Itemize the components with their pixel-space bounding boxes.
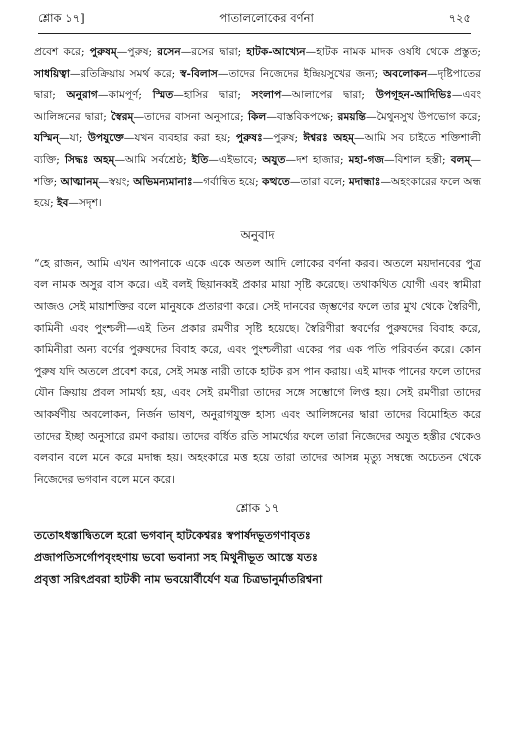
page-body bbox=[34, 42, 481, 590]
header-chapter-title: পাতাললোকের বর্ণনা bbox=[219, 10, 314, 25]
synonym-term: ইতি bbox=[191, 153, 209, 166]
synonym-gloss: —হাসির দ্বারা; bbox=[173, 89, 252, 102]
synonym-term: কিল bbox=[247, 110, 267, 123]
synonym-lead: প্রবেশ করে; bbox=[34, 46, 90, 58]
synonym-term: কত্থতে bbox=[262, 175, 290, 188]
synonym-gloss: —যা; bbox=[59, 132, 88, 145]
verse-line: প্রজাপতিসর্গোপবৃংহণায় ভবো ভবান্যা সহ মিথুনীভূত আস্তে যতঃ bbox=[34, 550, 318, 565]
synonym-term: পুরুষঃ bbox=[235, 132, 263, 145]
synonym-term: স্বৈরম্ bbox=[111, 110, 134, 123]
synonym-gloss: —বিশাল হস্তী; bbox=[384, 153, 451, 166]
synonym-gloss: —মৈথুনসুখ উপভোগ করে; bbox=[365, 110, 481, 123]
verse-line: ততোঽধস্তাদ্বিতলে হরো ভগবান্ হাটকেশ্বরঃ স্বপার্ষদভূতগণাবৃতঃ bbox=[34, 528, 311, 543]
synonym-term: হাটক-আখ্যেন bbox=[246, 46, 306, 58]
synonym-term: সাধয়িত্বা bbox=[34, 67, 70, 80]
synonym-term: যস্মিন্ bbox=[34, 132, 60, 145]
synonym-gloss: —দশ হাজার; bbox=[285, 153, 349, 166]
synonym-gloss: —সদৃশ। bbox=[68, 197, 102, 210]
word-synonyms bbox=[34, 42, 481, 215]
synonym-term: মহা-গজ bbox=[348, 153, 384, 166]
synonym-gloss: —আমি সব চাইতে শক্তিশালী ব্যক্তি; bbox=[34, 132, 481, 166]
synonym-gloss: —আলাপের দ্বারা; bbox=[281, 89, 376, 102]
header-rule bbox=[38, 33, 471, 34]
synonym-term: সিদ্ধঃ অহম্ bbox=[64, 153, 115, 166]
synonym-term: মদান্ধাঃ bbox=[348, 175, 381, 188]
synonym-gloss: —হাটক নামক মাদক ওষধি থেকে প্রস্তুত; bbox=[305, 46, 481, 58]
synonym-gloss: —তাদের বাসনা অনুসারে; bbox=[133, 110, 248, 123]
synonym-gloss: —এবং আলিঙ্গনের দ্বারা; bbox=[34, 89, 481, 123]
synonym-term: অনুরাগ bbox=[66, 89, 98, 102]
synonym-term: বলম্ bbox=[450, 153, 471, 166]
synonym-gloss: —যখন ব্যবহার করা হয়; bbox=[123, 132, 236, 145]
synonym-gloss: —শক্তি; bbox=[34, 153, 481, 188]
synonym-gloss: —স্বয়ং; bbox=[98, 175, 134, 188]
verse-heading: শ্লোক ১৭ bbox=[235, 501, 280, 516]
synonym-term: রময়ন্তি bbox=[337, 110, 366, 123]
synonym-term: পুরুষম্ bbox=[89, 46, 117, 58]
synonym-term: ঈশ্বরঃ অহম্ bbox=[303, 132, 354, 145]
running-header bbox=[38, 10, 471, 28]
synonym-term: ইব bbox=[57, 197, 69, 210]
synonym-term: স্ব-বিলাস bbox=[180, 67, 218, 80]
synonym-gloss: —কামপূর্ণ; bbox=[97, 89, 153, 102]
synonym-gloss: —এইভাবে; bbox=[208, 153, 263, 166]
synonym-gloss: —বাস্তবিকপক্ষে; bbox=[266, 110, 338, 123]
header-page-number: ৭২৫ bbox=[448, 10, 471, 25]
synonym-term: অভিমন্যমানাঃ bbox=[133, 175, 193, 188]
synonym-gloss: —গর্বান্বিত হয়ে; bbox=[192, 175, 263, 188]
translation-heading: অনুবাদ bbox=[240, 227, 275, 242]
synonym-gloss: —অহংকারের ফলে অন্ধ হয়ে; bbox=[34, 175, 481, 210]
synonym-term: অবলোকন bbox=[383, 67, 428, 80]
synonym-gloss: —পুরুষ; bbox=[116, 46, 158, 58]
synonym-gloss: —রসের দ্বারা; bbox=[180, 46, 247, 58]
header-verse-ref: শ্লোক ১৭] bbox=[38, 10, 85, 25]
synonym-gloss: —আমি সর্বশ্রেষ্ঠ; bbox=[114, 153, 192, 166]
synonym-term: উপযুক্তে bbox=[87, 132, 124, 145]
translation-text: “হে রাজন, আমি এখন আপনাকে একে একে অতল আদি লোকের বর্ণনা করব। অতলে ময়দানবের পুত্র বল নামক অসুর বাস করে। এই বলই ছিয়ানব্বই প্রকার মায়া সৃষ্টি করেছে। তথাকথিত যোগী এবং স্বামীরা আজও সেই মায়াশক্তির বলে মানুষকে প্রতারণা করে। সেই দানবের জৃম্ভণের ফলে তার মুখ থেকে স্বৈরিণী, কামিনী এবং পুংশ্চলী—এই তিন প্রকার রমণীর সৃষ্টি হয়েছে। স্বৈরিণীরা স্ববর্ণের পুরুষদের বিবাহ করে, কামিনীরা অন্য বর্ণের পুরুষদের বিবাহ করে, এবং পুংশ্চলীরা একের পর এক পতি পরিবর্তন করে। কোন পুরুষ যদি অতলে প্রবেশ করে, সেই সমস্ত নারী তাকে হাটক রস পান করায়। এই মাদক পানের ফলে তাদের যৌন ক্রিয়ায় প্রবল সামর্থ্য হয়, এবং সেই রমণীরা তাদের সঙ্গে সম্ভোগে লিপ্ত হয়। সেই রমণীরা তাদের আকর্ষণীয় অবলোকন, নির্জন ভাষণ, অনুরাগযুক্ত হাস্য এবং আলিঙ্গনের দ্বারা তাদের বিমোহিত করে তাদের ইচ্ছা অনুসারে রমণ করায়। তাদের বর্ধিত রতি সামর্থ্যের ফলে তারা নিজেদের অযুত হস্তীর থেকেও বলবান বলে মনে করে মদান্ধ হয়। অহংকারে মত্ত হয়ে তারা তাদের আসন্ন মৃত্যু সম্বন্ধে অচেতন থেকে নিজেদের ভগবান বলে মনে করে। bbox=[34, 256, 481, 486]
sanskrit-verse bbox=[34, 524, 481, 590]
synonym-term: অযুত bbox=[262, 153, 286, 166]
synonym-gloss: —পুরুষ; bbox=[262, 132, 304, 145]
synonym-gloss: —তারা বলে; bbox=[289, 175, 349, 188]
synonym-term: রসেন bbox=[157, 46, 181, 58]
verse-line: প্রবৃত্তা সরিৎপ্রবরা হাটকী নাম ভবয়োর্বীর্যেণ যত্র চিত্রভানুর্মাতরিশ্বনা bbox=[34, 572, 323, 587]
synonym-term: স্মিত bbox=[152, 89, 174, 102]
synonym-gloss: —রতিক্রিয়ায় সমর্থ করে; bbox=[69, 67, 181, 80]
synonym-gloss: —দৃষ্টিপাতের দ্বারা; bbox=[34, 67, 481, 102]
synonym-gloss: —তাদের নিজেদের ইন্দ্রিয়সুখের জন্য; bbox=[217, 67, 384, 80]
synonym-term: আত্মানম্ bbox=[60, 175, 99, 188]
synonym-term: সংলাপ bbox=[251, 89, 282, 102]
synonym-term: উপগূহন-আদিভিঃ bbox=[375, 89, 452, 102]
